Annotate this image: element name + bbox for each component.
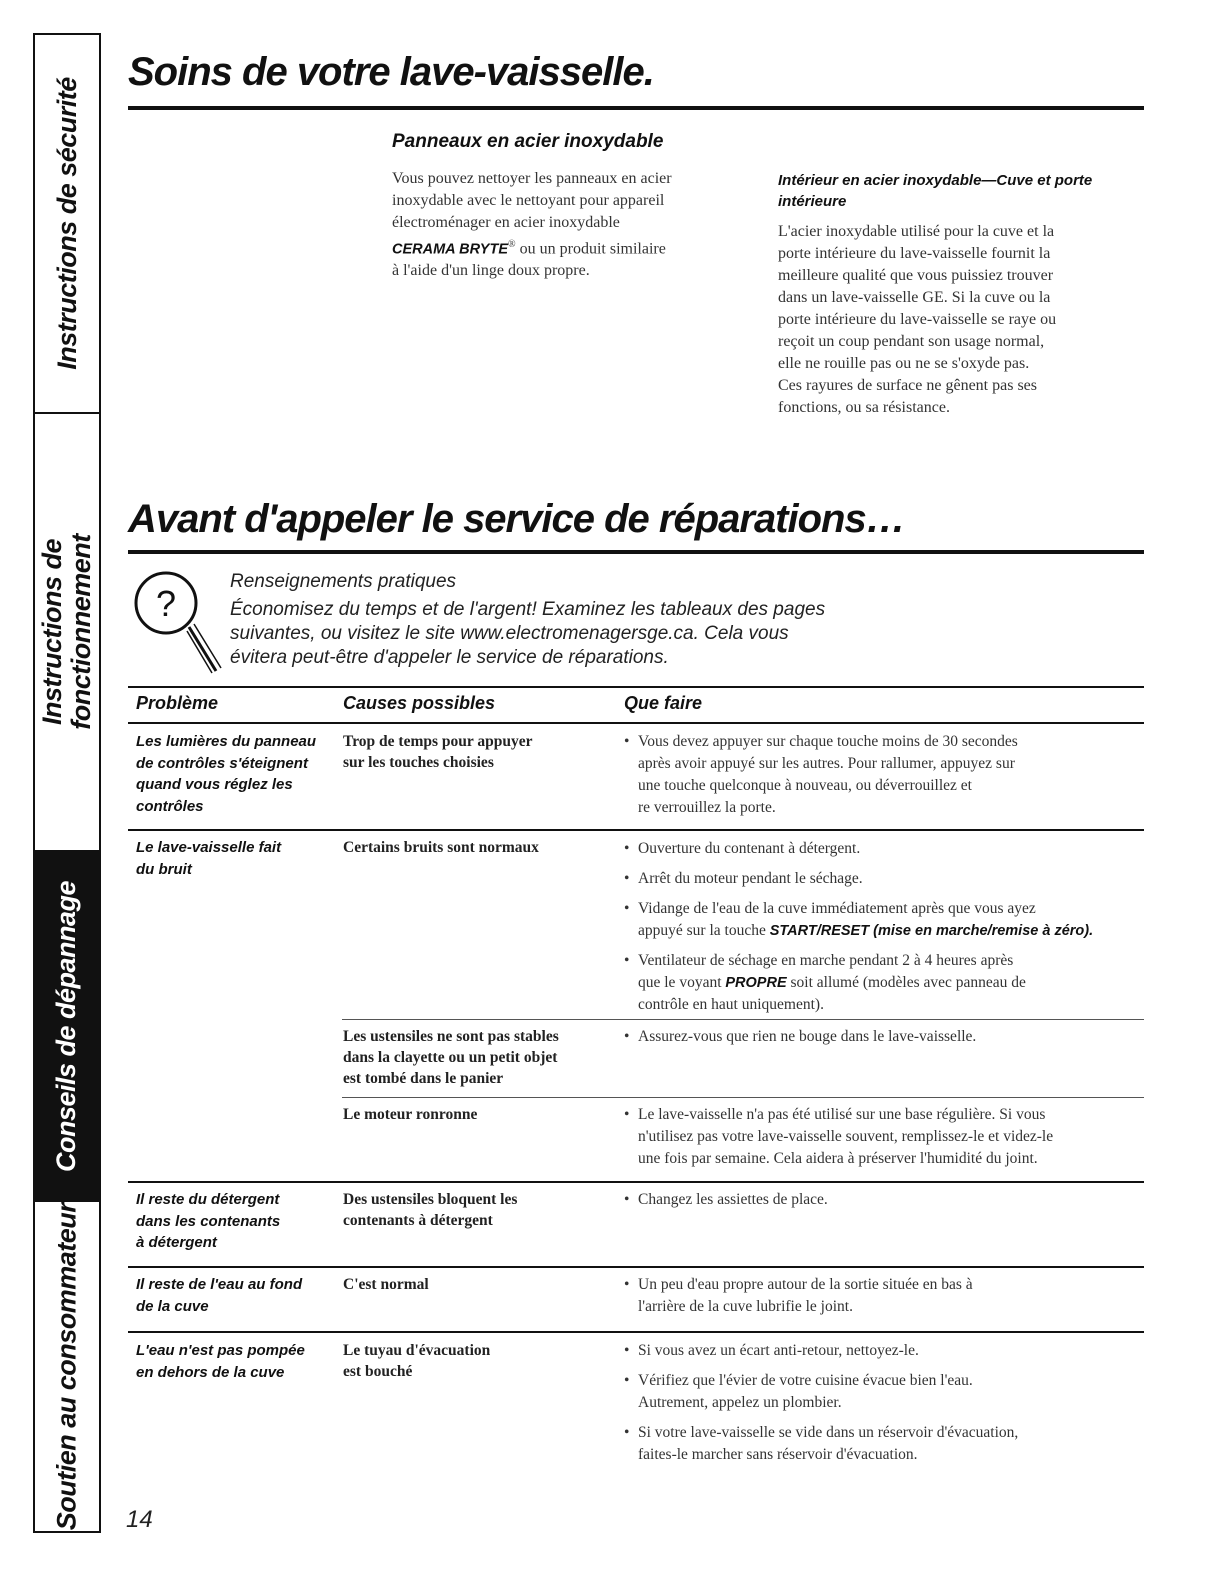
problem-cell: Les lumières du panneau de contrôles s'éteignent quand vous réglez les contrôles [136, 733, 317, 815]
side-tab-rail [33, 33, 101, 1533]
interior-text: L'acier inoxydable utilisé pour la cuve et la porte intérieure du lave-vaisselle fournit la meilleure qualité que vous puissiez trouver dans un lave-vaisselle GE. Si la cuve ou la porte intérieure du lave-vaisselle se raye ou reçoit un coup pendant son usage normal, elle ne rouille pas ou ne se s'oxyde pas. Ces rayures de surface ne gênent pas ses fonctions, ou sa résistance. [778, 223, 1057, 416]
page-number: 14 [126, 1506, 153, 1533]
row-divider [128, 1266, 1144, 1268]
remedy-cell [624, 731, 1146, 827]
cause-cell: Le tuyau d'évacuation est bouché [343, 1342, 491, 1380]
tab-label: Instructions de sécurité [51, 77, 82, 370]
interior-heading: Intérieur en acier inoxydable—Cuve et porte intérieure [778, 172, 1093, 210]
stainless-text: Vous pouvez nettoyer les panneaux en acier inoxydable avec le nettoyant pour appareil électroménager en acier inoxydable CERAMA BRYTE® ou un produit similaire à l'aide d'un linge doux propre. [392, 170, 672, 280]
start-reset-key: START/RESET (mise en marche/remise à zéro). [769, 923, 1094, 939]
row-divider [128, 829, 1144, 831]
tab-label: Soutien au consommateur [51, 1202, 82, 1531]
list-item: • Si votre lave-vaisselle se vide dans un réservoir d'évacuation, faites-le marcher sans réservoir d'évacuation. [624, 1422, 1146, 1466]
info-heading: Renseignements pratiques [230, 571, 457, 592]
question-magnifier-icon [132, 567, 224, 677]
tab-label: Instructions de fonctionnement [37, 534, 96, 730]
list-item: • Changez les assiettes de place. [624, 1189, 1146, 1211]
row-divider [128, 1181, 1144, 1183]
list-item: • Vous devez appuyer sur chaque touche moins de 30 secondes après avoir appuyé sur les autres. Pour rallumer, appuyez sur une touche quelconque à nouveau, ou déverrouillez et re verrouillez la porte. [624, 731, 1146, 819]
cause-cell: Trop de temps pour appuyer sur les touches choisies [343, 733, 533, 771]
problem-cell: Il reste du détergent dans les contenants à détergent [136, 1191, 281, 1251]
row-divider [342, 1019, 1144, 1020]
tab-label: Conseils de dépannage [51, 880, 82, 1172]
svg-text:?: ? [155, 583, 177, 624]
cause-cell: Certains bruits sont normaux [343, 839, 539, 856]
list-item: • Vidange de l'eau de la cuve immédiatement après que vous ayez appuyé sur la touche START/RESET (mise en marche/remise à zéro). [624, 898, 1146, 942]
col-header-causes: Causes possibles [343, 693, 496, 713]
cause-cell: Des ustensiles bloquent les contenants à détergent [343, 1191, 518, 1229]
tab-conseils-depannage[interactable] [35, 850, 99, 1200]
row-divider [128, 722, 1144, 724]
problem-cell: Il reste de l'eau au fond de la cuve [136, 1276, 303, 1315]
remedy-cell [624, 1274, 1146, 1326]
remedy-cell [624, 1104, 1146, 1178]
info-text: suivantes, ou visitez le site www.electromenagersge.ca. Cela vous [230, 623, 789, 644]
divider [128, 550, 1144, 554]
remedy-cell [624, 838, 1146, 1024]
remedy-cell [624, 1340, 1146, 1474]
divider [128, 106, 1144, 110]
remedy-cell [624, 1189, 1146, 1219]
cause-cell: C'est normal [343, 1276, 429, 1293]
list-item: • Le lave-vaisselle n'a pas été utilisé sur une base régulière. Si vous n'utilisez pas votre lave-vaisselle souvent, remplissez-le et videz-le une fois par semaine. Cela aidera à préserver l'humidité du joint. [624, 1104, 1146, 1170]
list-item: • Ventilateur de séchage en marche pendant 2 à 4 heures après que le voyant PROPRE soit allumé (modèles avec panneau de contrôle en haut uniquement). [624, 950, 1146, 1016]
col-header-problem: Problème [136, 693, 219, 713]
tab-instructions-securite[interactable] [35, 35, 99, 412]
tab-instructions-fonctionnement[interactable] [35, 412, 99, 850]
service-title: Avant d'appeler le service de réparations… [128, 497, 905, 541]
problem-cell: Le lave-vaisselle fait du bruit [136, 839, 282, 878]
col-header-remedy: Que faire [624, 693, 703, 713]
cause-cell: Les ustensiles ne sont pas stables dans la clayette ou un petit objet est tombé dans le panier [343, 1028, 559, 1087]
info-text: Économisez du temps et de l'argent! Examinez les tableaux des pages [230, 599, 826, 620]
propre-indicator: PROPRE [725, 975, 787, 991]
list-item: • Assurez-vous que rien ne bouge dans le lave-vaisselle. [624, 1026, 1146, 1048]
table-top-rule [128, 686, 1144, 688]
cause-cell: Le moteur ronronne [343, 1106, 478, 1123]
tab-soutien-consommateur[interactable] [35, 1200, 99, 1531]
list-item: • Ouverture du contenant à détergent. [624, 838, 1146, 860]
stainless-heading: Panneaux en acier inoxydable [392, 131, 664, 152]
list-item: • Si vous avez un écart anti-retour, nettoyez-le. [624, 1340, 1146, 1362]
list-item: • Arrêt du moteur pendant le séchage. [624, 868, 1146, 890]
row-divider [128, 1331, 1144, 1333]
info-text: évitera peut-être d'appeler le service de réparations. [230, 647, 669, 668]
care-title: Soins de votre lave-vaisselle. [128, 50, 654, 94]
list-item: • Un peu d'eau propre autour de la sortie située en bas à l'arrière de la cuve lubrifie le joint. [624, 1274, 1146, 1318]
list-item: • Vérifiez que l'évier de votre cuisine évacue bien l'eau. Autrement, appelez un plombier. [624, 1370, 1146, 1414]
problem-cell: L'eau n'est pas pompée en dehors de la cuve [136, 1342, 305, 1381]
row-divider [342, 1097, 1144, 1098]
brand-name: CERAMA BRYTE [392, 241, 509, 258]
remedy-cell [624, 1026, 1146, 1056]
